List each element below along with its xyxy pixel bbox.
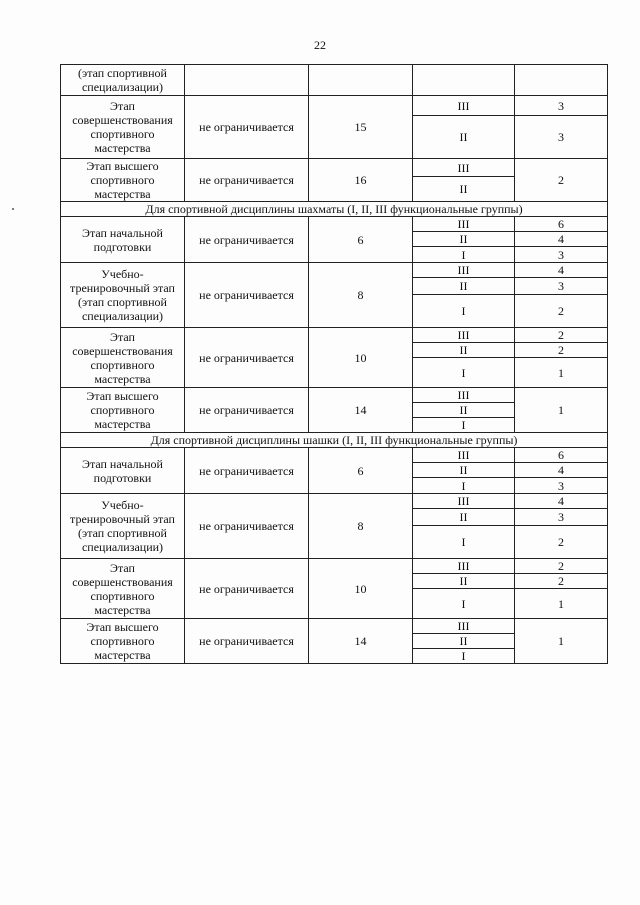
functional-class-cell: I: [413, 589, 515, 619]
min-age-cell: 14: [309, 619, 413, 664]
table-row: [61, 328, 608, 343]
functional-class-cell: II: [413, 278, 515, 295]
age-limit-cell: не ограничивается: [185, 448, 309, 494]
age-limit-cell: не ограничивается: [185, 96, 309, 159]
functional-class-cell: II: [413, 177, 515, 202]
table-row: [61, 159, 608, 177]
table-row: [61, 217, 608, 232]
functional-class-cell: II: [413, 343, 515, 358]
functional-class-cell: [413, 65, 515, 96]
age-limit-cell: не ограничивается: [185, 388, 309, 433]
section-title: Для спортивной дисциплины шашки (I, II, III функциональные группы): [61, 433, 608, 448]
section-row: [61, 433, 608, 448]
count-cell: 2: [515, 526, 608, 559]
stage-name-cell: Этап начальной подготовки: [61, 217, 185, 263]
table-row: [61, 494, 608, 509]
count-cell: 2: [515, 295, 608, 328]
stage-name-cell: Этап совершенствования спортивного мастерства: [61, 96, 185, 159]
count-cell: 1: [515, 589, 608, 619]
table-row: [61, 448, 608, 463]
min-age-cell: 10: [309, 328, 413, 388]
age-limit-cell: не ограничивается: [185, 159, 309, 202]
functional-class-cell: I: [413, 247, 515, 263]
functional-class-cell: III: [413, 217, 515, 232]
functional-class-cell: III: [413, 448, 515, 463]
functional-class-cell: I: [413, 649, 515, 664]
min-age-cell: 8: [309, 263, 413, 328]
count-cell: 6: [515, 217, 608, 232]
count-cell: 3: [515, 247, 608, 263]
functional-class-cell: III: [413, 328, 515, 343]
count-cell: [515, 65, 608, 96]
functional-class-cell: II: [413, 403, 515, 418]
table-row: [61, 65, 608, 96]
count-cell: 2: [515, 159, 608, 202]
functional-class-cell: III: [413, 263, 515, 278]
count-cell: 1: [515, 619, 608, 664]
age-limit-cell: не ограничивается: [185, 559, 309, 619]
age-limit-cell: [185, 65, 309, 96]
age-limit-cell: не ограничивается: [185, 328, 309, 388]
min-age-cell: 6: [309, 448, 413, 494]
stage-name-cell: Этап совершенствования спортивного мастерства: [61, 559, 185, 619]
count-cell: 2: [515, 328, 608, 343]
functional-class-cell: II: [413, 463, 515, 478]
functional-class-cell: I: [413, 418, 515, 433]
count-cell: 2: [515, 559, 608, 574]
table-row: [61, 619, 608, 634]
page-number: 22: [314, 38, 326, 52]
functional-class-cell: III: [413, 619, 515, 634]
count-cell: 3: [515, 116, 608, 159]
functional-class-cell: I: [413, 478, 515, 494]
count-cell: 4: [515, 463, 608, 478]
stage-name-cell: Учебно-тренировочный этап (этап спортивной специализации): [61, 263, 185, 328]
min-age-cell: [309, 65, 413, 96]
functional-class-cell: I: [413, 358, 515, 388]
count-cell: 2: [515, 343, 608, 358]
functional-class-cell: III: [413, 96, 515, 116]
count-cell: 3: [515, 509, 608, 526]
stage-name-cell: Этап начальной подготовки: [61, 448, 185, 494]
functional-class-cell: II: [413, 116, 515, 159]
functional-class-cell: II: [413, 634, 515, 649]
age-limit-cell: не ограничивается: [185, 217, 309, 263]
min-age-cell: 15: [309, 96, 413, 159]
count-cell: 3: [515, 96, 608, 116]
functional-class-cell: III: [413, 494, 515, 509]
count-cell: 4: [515, 494, 608, 509]
min-age-cell: 10: [309, 559, 413, 619]
count-cell: 4: [515, 263, 608, 278]
table-row: [61, 96, 608, 116]
count-cell: 6: [515, 448, 608, 463]
stage-name-cell: Учебно-тренировочный этап (этап спортивной специализации): [61, 494, 185, 559]
min-age-cell: 16: [309, 159, 413, 202]
min-age-cell: 14: [309, 388, 413, 433]
stage-name-cell: Этап высшего спортивного мастерства: [61, 159, 185, 202]
stage-name-cell: Этап высшего спортивного мастерства: [61, 388, 185, 433]
scan-speck: [12, 208, 14, 210]
functional-class-cell: III: [413, 159, 515, 177]
age-limit-cell: не ограничивается: [185, 619, 309, 664]
min-age-cell: 8: [309, 494, 413, 559]
age-limit-cell: не ограничивается: [185, 494, 309, 559]
functional-class-cell: II: [413, 509, 515, 526]
table-row: [61, 388, 608, 403]
count-cell: 1: [515, 388, 608, 433]
stage-name-cell: Этап высшего спортивного мастерства: [61, 619, 185, 664]
age-limit-cell: не ограничивается: [185, 263, 309, 328]
functional-class-cell: I: [413, 526, 515, 559]
functional-class-cell: III: [413, 559, 515, 574]
stage-name-cell: (этап спортивной специализации): [61, 65, 185, 96]
training-stages-table: [60, 64, 608, 664]
table-row: [61, 263, 608, 278]
functional-class-cell: II: [413, 574, 515, 589]
count-cell: 4: [515, 232, 608, 247]
count-cell: 2: [515, 574, 608, 589]
section-title: Для спортивной дисциплины шахматы (I, II, III функциональные группы): [61, 202, 608, 217]
count-cell: 3: [515, 478, 608, 494]
functional-class-cell: I: [413, 295, 515, 328]
count-cell: 3: [515, 278, 608, 295]
min-age-cell: 6: [309, 217, 413, 263]
functional-class-cell: III: [413, 388, 515, 403]
count-cell: 1: [515, 358, 608, 388]
stage-name-cell: Этап совершенствования спортивного мастерства: [61, 328, 185, 388]
functional-class-cell: II: [413, 232, 515, 247]
section-row: [61, 202, 608, 217]
table-row: [61, 559, 608, 574]
